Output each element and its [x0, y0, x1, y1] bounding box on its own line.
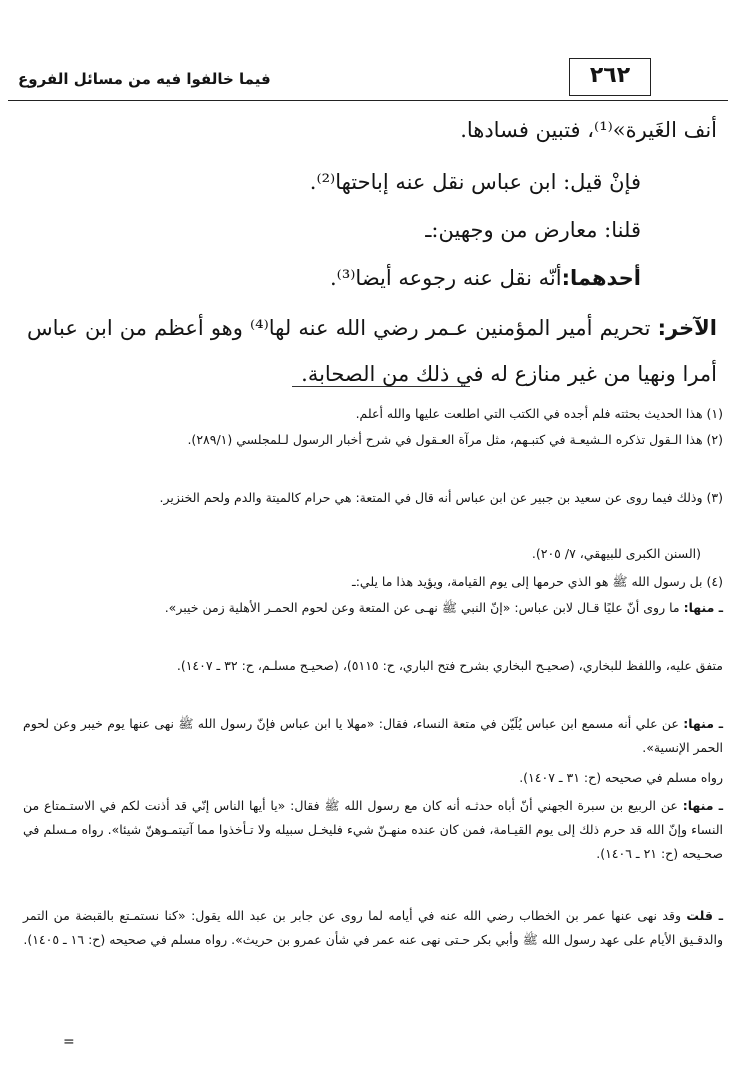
item-3-text: عن الربيع بن سبرة الجهني أنّ أباه حدثـه أنه كان مع رسول الله ﷺ فقال: «يا أيها الناس إنّي قد أذنت لكم في الاستـمتاع من النساء وإنّ الله قد حرم ذلك إلى يوم القيـامة، فمن كان عنده منهـنّ شيء فليخـل سبيله ولا تـأخذوا مما آتيتمـوهنّ شيئا». رواه مـسلم في صحـيحه (ح: ٢١ ـ ١٤٠٦).: [23, 798, 723, 861]
footnote-divider: [292, 386, 470, 387]
footnote-4-author-note: [23, 904, 723, 952]
footnote-3-reference: (السنن الكبرى للبيهقي، ٧/ ٢٠٥).: [531, 546, 701, 561]
first-point-label: أحدهما:: [561, 266, 641, 290]
page-number: ٢٦٢: [589, 63, 631, 88]
running-header-title: فيما خالفوا فيه من مسائل الفروع: [18, 70, 271, 88]
author-note-text: وقد نهى عنها عمر بن الخطاب رضي الله عنه في أيامه لما روى عن جابر بن عبد الله يقول: «كنا نستمـتع بالقبضة من التمر والدقـيق الأيام على عهد رسول الله ﷺ وأبي بكر حـتى نهى عنه عمر في شأن عمرو بن حريث». رواه مسلم في صحيحه (ح: ١٦ ـ ١٤٠٥).: [23, 908, 723, 947]
footnote-3: (٣) وذلك فيما روى عن سعيد بن جبير عن ابن عباس أنه قال في المتعة: هي حرام كالميتة والدم ولحم الخنزير.: [159, 490, 723, 505]
item-1-text: ما روى أنّ عليًا قـال لابن عباس: «إنّ النبي ﷺ نهـى عن المتعة وعن لحوم الحمـر الأهلية زمن خيبر».: [164, 600, 680, 615]
footnote-4-item-3: [23, 794, 723, 866]
author-note-label: ـ قلت: [686, 908, 723, 923]
body-line-1: أنف الغَيرة»⁽¹⁾، فتبين فسادها.: [460, 118, 717, 142]
footnote-4: (٤) بل رسول الله ﷺ هو الذي حرمها إلى يوم القيامة، ويؤيد هذا ما يلي:ـ: [352, 574, 723, 589]
second-point-label: الآخر:: [657, 316, 717, 340]
footnote-1: (١) هذا الحديث بحثته فلم أجده في الكتب التي اطلعت عليها والله أعلم.: [355, 406, 723, 421]
item-2-text: عن علي أنه مسمع ابن عباس يُلَيّن في متعة النساء، فقال: «مهلا يا ابن عباس فإنّ رسول الله ﷺ نهى عنها يوم خيبر وعن لحوم الحمر الإنسية».: [23, 716, 723, 755]
footnote-4-item-2-reference: رواه مسلم في صحيحه (ح: ٣١ ـ ١٤٠٧).: [519, 770, 723, 785]
item-3-label: ـ منها:: [682, 798, 723, 813]
footnote-4-item-1: [23, 596, 723, 620]
continuation-mark: =: [63, 1034, 75, 1050]
body-line-4: [0, 266, 641, 290]
footnote-2: (٢) هذا الـقول تذكره الـشيعـة في كتبـهم، مثل مرآة العـقول في شرح أخبار الرسول لـلمجلسي (٢٨٩/١).: [187, 432, 723, 447]
item-2-label: ـ منها:: [683, 716, 723, 731]
page-number-box: [569, 58, 651, 96]
second-point-text: تحريم أمير المؤمنين عـمر رضي الله عنه لها⁽⁴⁾ وهو أعظم من ابن عباس أمرا ونهيا من غير منازع له في ذلك من الصحابة.: [27, 316, 717, 386]
body-line-3: قلنا: معارض من وجهين:ـ: [425, 218, 641, 242]
footnote-4-item-1-reference: متفق عليه، واللفظ للبخاري، (صحيـح البخاري بشرح فتح الباري، ح: ٥١١٥)، (صحيـح مسلـم، ح: ٣٢ ـ ١٤٠٧).: [176, 658, 723, 673]
body-paragraph-5: [27, 305, 717, 397]
footnote-4-item-2: [23, 712, 723, 760]
first-point-text: أنّه نقل عنه رجوعه أيضا⁽³⁾.: [330, 266, 562, 290]
header-divider: [8, 100, 728, 101]
body-line-2: فإنْ قيل: ابن عباس نقل عنه إباحتها⁽²⁾.: [309, 170, 641, 194]
item-1-label: ـ منها:: [683, 600, 723, 615]
